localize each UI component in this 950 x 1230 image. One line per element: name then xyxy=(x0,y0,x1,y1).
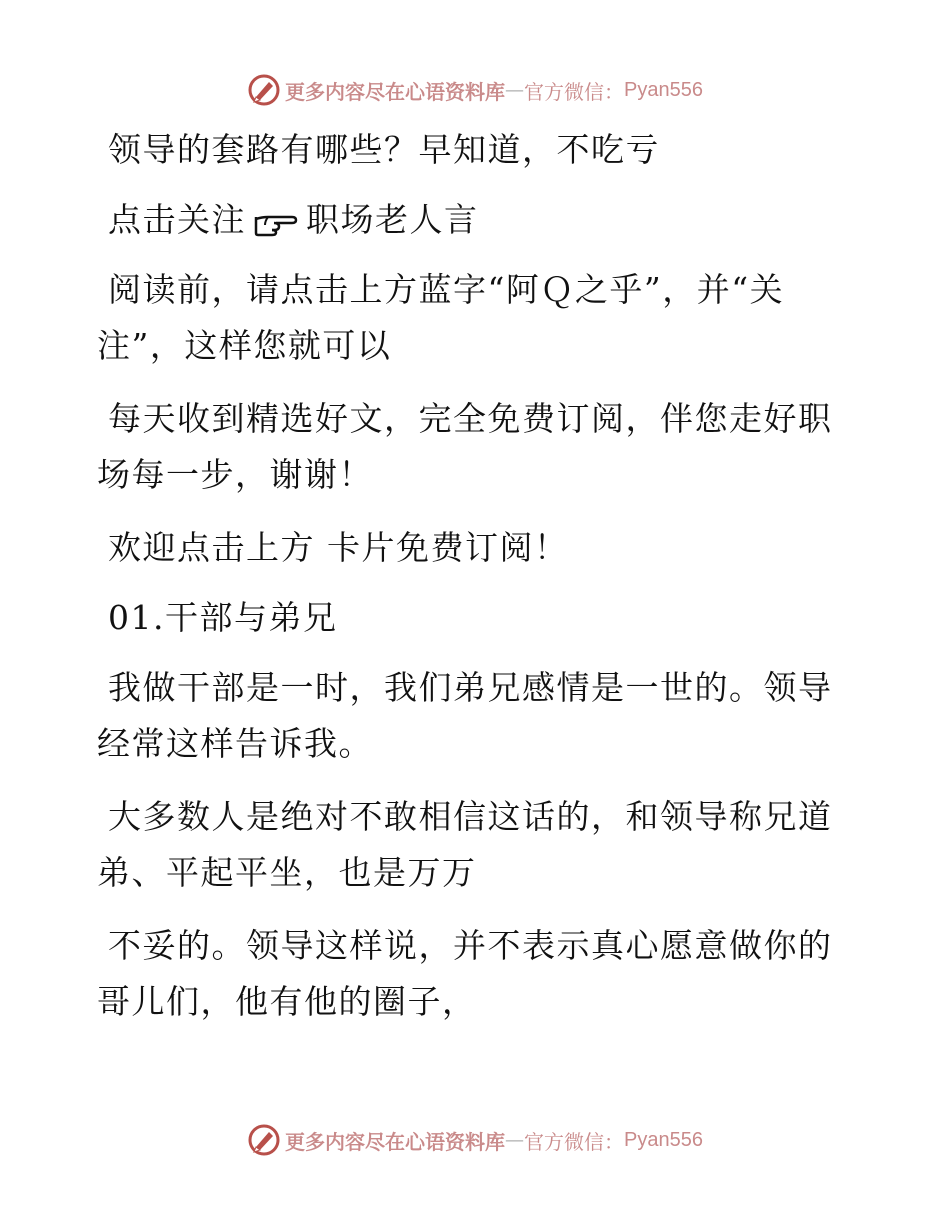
pointing-hand-icon xyxy=(252,207,300,237)
section-heading: 01.干部与弟兄 xyxy=(108,598,338,637)
paragraph-subscribe-benefit: 每天收到精选好文，完全免费订阅，伴您走好职场每一步，谢谢！ xyxy=(97,399,833,494)
paragraph-body-2: 大多数人是绝对不敢相信这话的，和领导称兄道弟、平起平坐，也是万万 xyxy=(97,797,833,892)
watermark-separator: — xyxy=(505,1129,525,1151)
watermark-banner-top xyxy=(0,70,950,110)
watermark-wechat-label: 官方微信： xyxy=(524,1129,625,1154)
follow-account-name[interactable]: 职场老人言 xyxy=(306,200,479,239)
watermark-text: 更多内容尽在心语资料库 xyxy=(285,1129,506,1154)
paragraph-subscribe-intro: 阅读前，请点击上方蓝字“阿Ｑ之乎”，并“关注”，这样您就可以 xyxy=(97,270,785,365)
follow-line xyxy=(97,192,837,248)
paragraph-card-subscribe: 欢迎点击上方 卡片免费订阅！ xyxy=(108,528,569,567)
watermark-wechat-id: Pyan556 xyxy=(624,78,703,101)
watermark-wechat-label: 官方微信： xyxy=(524,79,625,104)
paragraph-body-3: 不妥的。领导这样说，并不表示真心愿意做你的哥儿们，他有他的圈子， xyxy=(97,926,833,1021)
watermark-separator: — xyxy=(505,79,525,101)
pen-logo-icon xyxy=(247,1123,281,1157)
follow-prefix: 点击关注 xyxy=(108,200,246,239)
pen-logo-icon xyxy=(247,73,281,107)
watermark-banner-bottom xyxy=(0,1120,950,1160)
watermark-wechat-id: Pyan556 xyxy=(624,1128,703,1151)
watermark-text: 更多内容尽在心语资料库 xyxy=(285,79,506,104)
article-title: 领导的套路有哪些？早知道，不吃亏 xyxy=(108,130,660,169)
article-body xyxy=(97,122,837,1047)
paragraph-body-1: 我做干部是一时，我们弟兄感情是一世的。领导经常这样告诉我。 xyxy=(97,668,833,763)
